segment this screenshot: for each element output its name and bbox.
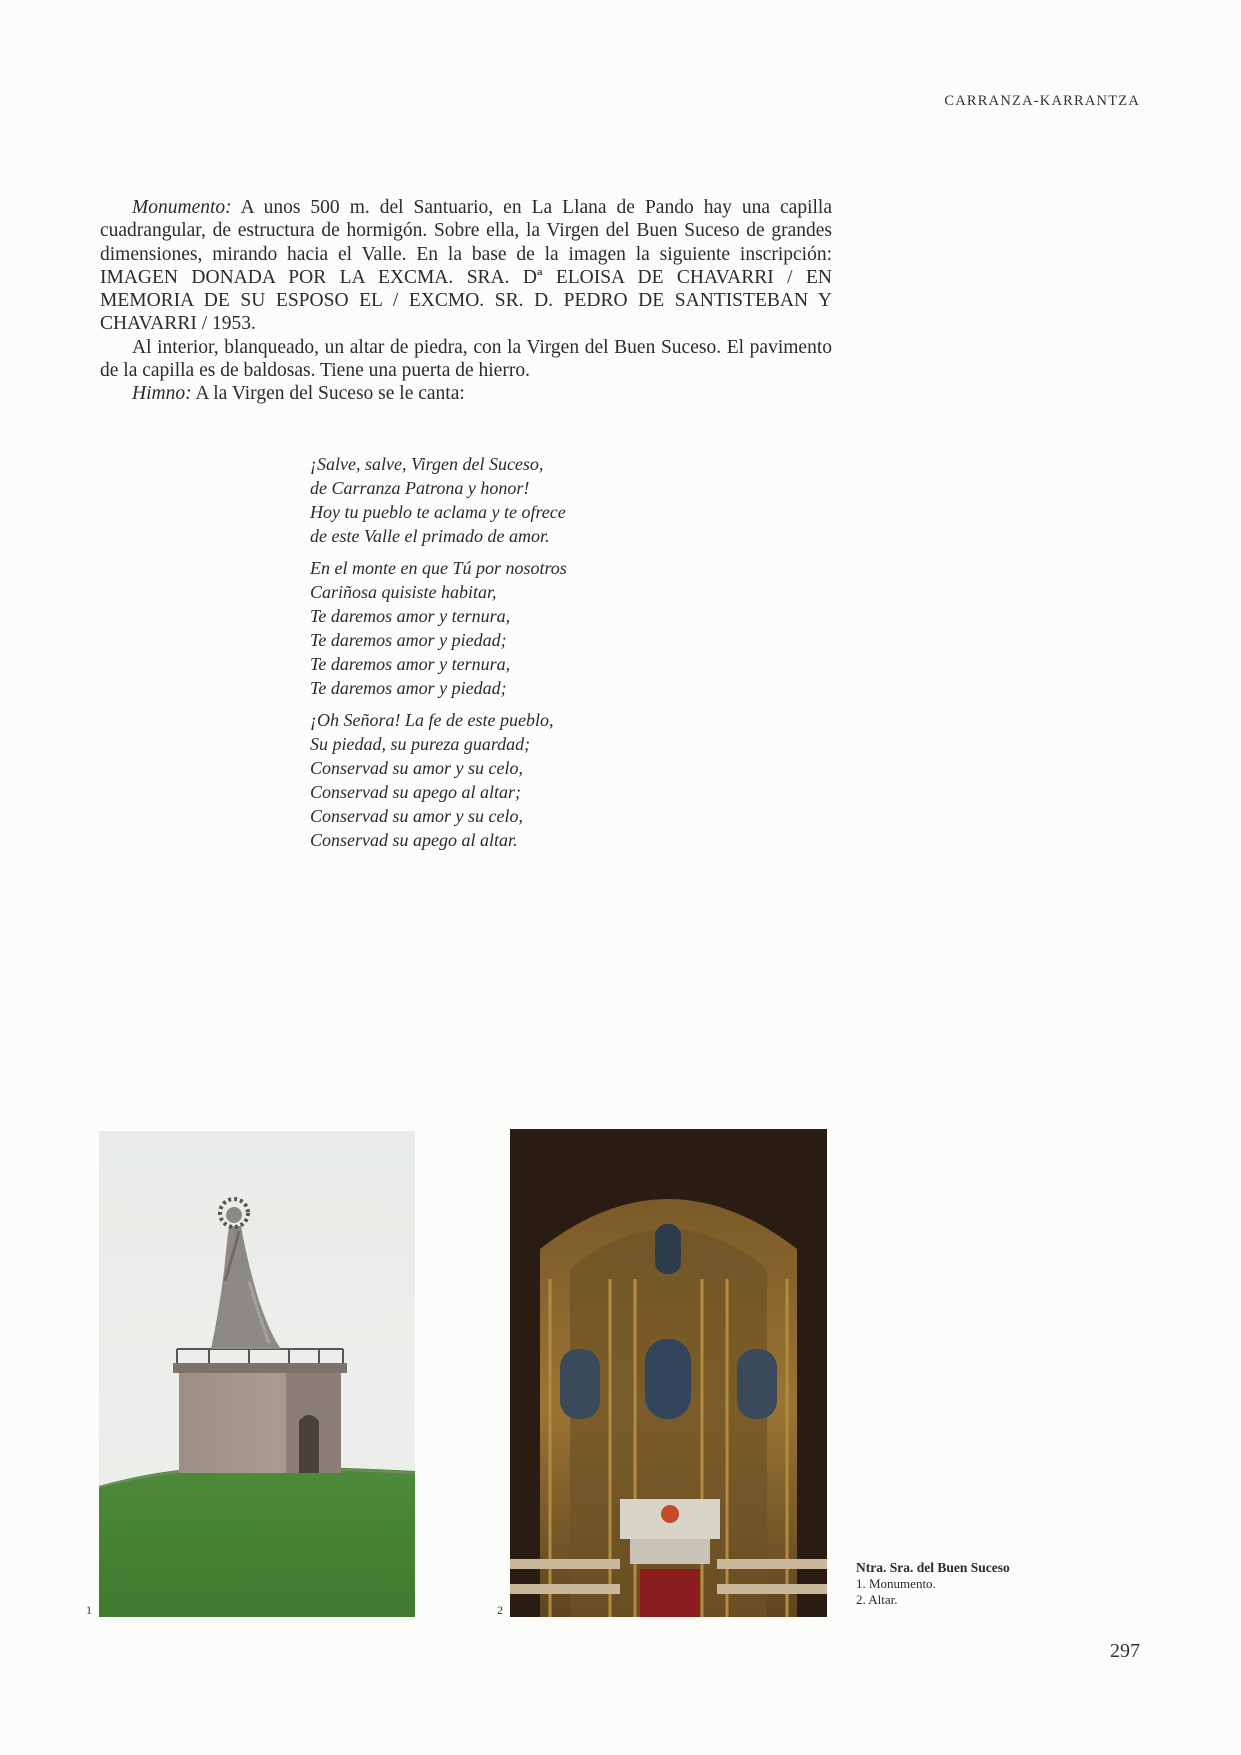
photo-monument: [99, 1131, 415, 1617]
label-monumento: Monumento:: [132, 197, 232, 218]
caption-item-2: 2. Altar.: [856, 1592, 898, 1607]
poem-line: Conservad su apego al altar.: [310, 830, 518, 850]
poem-line: Conservad su apego al altar;: [310, 782, 521, 802]
photo-label-2: 2: [497, 1603, 503, 1617]
running-header: CARRANZA-KARRANTZA: [944, 93, 1140, 109]
poem-stanza-2: [310, 556, 710, 700]
poem-line: Su piedad, su pureza guardad;: [310, 734, 531, 754]
photo-label-1: 1: [86, 1603, 92, 1617]
hymn-poem: [310, 452, 710, 860]
caption-title: Ntra. Sra. del Buen Suceso: [856, 1560, 1010, 1575]
photo-altar: [510, 1129, 827, 1617]
paragraph-himno: [100, 382, 832, 405]
paragraph-interior: Al interior, blanqueado, un altar de piedra, con la Virgen del Buen Suceso. El pavimento de la capilla es de baldosas. Tiene una puerta de hierro.: [100, 336, 832, 382]
poem-stanza-3: [310, 708, 710, 852]
caption-item-1: 1. Monumento.: [856, 1576, 936, 1591]
body-text: [100, 196, 832, 406]
poem-line: Conservad su amor y su celo,: [310, 806, 523, 826]
poem-line: En el monte en que Tú por nosotros: [310, 558, 567, 578]
poem-line: ¡Oh Señora! La fe de este pueblo,: [310, 710, 554, 730]
figure-caption: [856, 1560, 1116, 1608]
poem-line: de Carranza Patrona y honor!: [310, 478, 530, 498]
poem-line: Te daremos amor y piedad;: [310, 678, 507, 698]
poem-stanza-1: [310, 452, 710, 548]
poem-line: Te daremos amor y ternura,: [310, 654, 511, 674]
poem-line: Hoy tu pueblo te aclama y te ofrece: [310, 502, 566, 522]
poem-line: Te daremos amor y piedad;: [310, 630, 507, 650]
poem-line: Te daremos amor y ternura,: [310, 606, 511, 626]
text-monumento: A unos 500 m. del Santuario, en La Llana de Pando hay una capilla cuadrangular, de estructura de hormigón. Sobre ella, la Virgen del Buen Suceso de grandes dimensiones, mirando hacia el Valle. En la base de la imagen la siguiente inscripción: IMAGEN DONADA POR LA EXCMA. SRA. Dª ELOISA DE CHAVARRI / EN MEMORIA DE SU ESPOSO EL / EXCMO. SR. D. PEDRO DE SANTISTEBAN Y CHAVARRI / 1953.: [100, 197, 832, 335]
paragraph-monumento: [100, 196, 832, 336]
poem-line: de este Valle el primado de amor.: [310, 526, 550, 546]
monument-illustration: [99, 1131, 415, 1617]
page-number: 297: [1110, 1640, 1140, 1662]
label-himno: Himno:: [132, 383, 192, 405]
poem-line: ¡Salve, salve, Virgen del Suceso,: [310, 454, 544, 474]
poem-line: Conservad su amor y su celo,: [310, 758, 523, 778]
text-himno: A la Virgen del Suceso se le canta:: [191, 383, 465, 405]
altar-illustration: [510, 1129, 827, 1617]
poem-line: Cariñosa quisiste habitar,: [310, 582, 497, 602]
